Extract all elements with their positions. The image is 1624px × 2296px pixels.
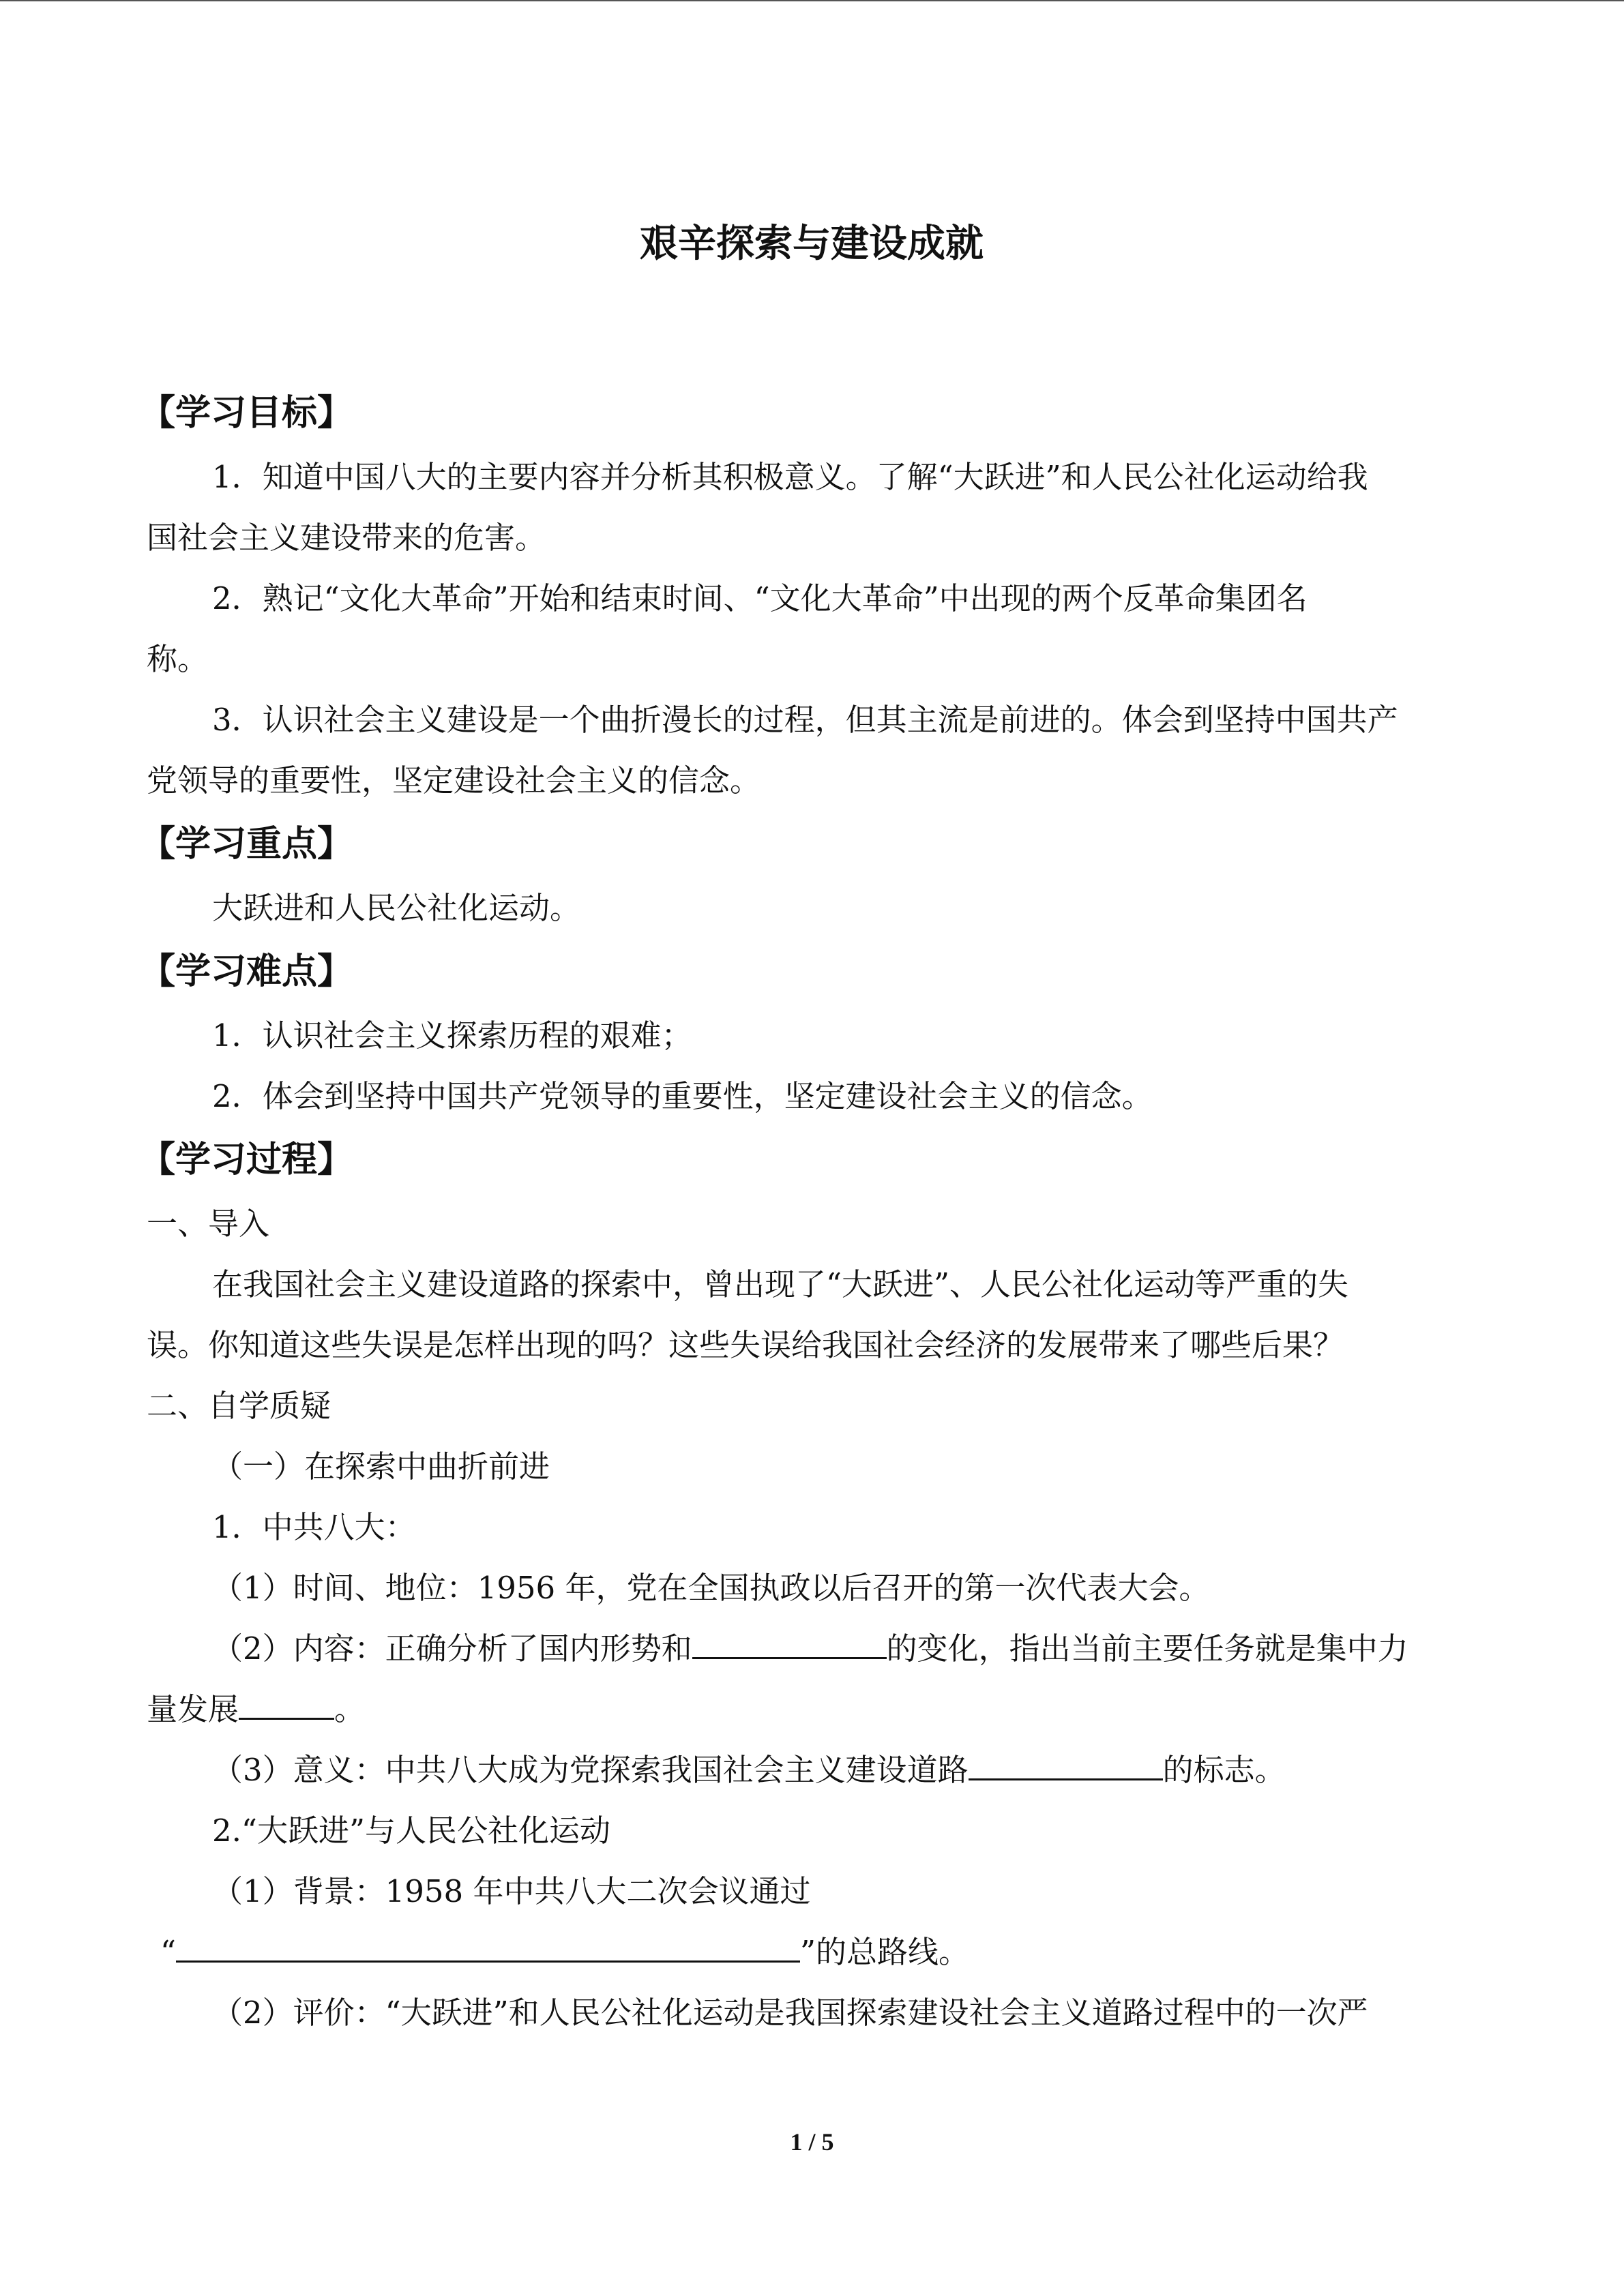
item-1-2-text-a: （2）内容：正确分析了国内形势和 xyxy=(212,1630,692,1667)
heading-process: 【学习过程】 xyxy=(140,1139,353,1180)
item-1-3-text-a: （3）意义：中共八大成为党探索我国社会主义建设道路 xyxy=(212,1752,969,1788)
quote-close-text: ”的总路线。 xyxy=(800,1934,970,1970)
difficulty-2: 2．体会到坚持中国共产党领导的重要性，坚定建设社会主义的信念。 xyxy=(212,1078,1153,1114)
intro-line-2: 误。你知道这些失误是怎样出现的吗？这些失误给我国社会经济的发展带来了哪些后果？ xyxy=(147,1327,1344,1363)
subsection-1: （一）在探索中曲折前进 xyxy=(212,1448,550,1485)
page-title: 艰辛探索与建设成就 xyxy=(640,221,984,266)
fill-blank-4[interactable] xyxy=(176,1929,800,1963)
item-1-2 xyxy=(147,1618,1477,1679)
self-study-title: 二、自学质疑 xyxy=(147,1388,331,1424)
intro-title: 一、导入 xyxy=(147,1206,270,1242)
fill-blank-2[interactable] xyxy=(239,1686,334,1720)
page-number: 1 / 5 xyxy=(790,2128,834,2156)
heading-goals: 【学习目标】 xyxy=(140,393,353,434)
item-1-3 xyxy=(147,1740,1477,1800)
item-1-2-cont xyxy=(147,1679,1477,1740)
item-2-2: （2）评价：“大跃进”和人民公社化运动是我国探索建设社会主义道路过程中的一次严 xyxy=(212,1995,1368,2031)
item-2: 2.“大跃进”与人民公社化运动 xyxy=(212,1813,610,1849)
goal-2-line-2: 称。 xyxy=(147,641,209,677)
item-1-2-text-b: 的变化，指出当前主要任务就是集中力 xyxy=(886,1630,1408,1667)
goal-1-line-1: 1．知道中国八大的主要内容并分析其积极意义。了解“大跃进”和人民公社化运动给我 xyxy=(212,459,1368,495)
item-1-2-text-d: 。 xyxy=(334,1691,366,1727)
difficulty-1: 1．认识社会主义探索历程的艰难； xyxy=(212,1017,692,1054)
fill-blank-1[interactable] xyxy=(692,1626,887,1659)
goal-3-line-2: 党领导的重要性，坚定建设社会主义的信念。 xyxy=(147,762,761,799)
heading-key-points: 【学习重点】 xyxy=(140,824,353,865)
goal-1-line-2: 国社会主义建设带来的危害。 xyxy=(147,520,546,556)
document-body xyxy=(140,380,1477,2043)
goal-2-line-1: 2．熟记“文化大革命”开始和结束时间、“文化大革命”中出现的两个反革命集团名 xyxy=(212,580,1308,616)
item-2-1: （1）背景：1958 年中共八大二次会议通过 xyxy=(212,1873,811,1909)
goal-3-line-1: 3．认识社会主义建设是一个曲折漫长的过程，但其主流是前进的。体会到坚持中国共产 xyxy=(212,702,1398,738)
fill-blank-3[interactable] xyxy=(969,1747,1163,1780)
item-1-2-text-c: 量发展 xyxy=(147,1691,239,1727)
heading-difficulties: 【学习难点】 xyxy=(140,951,353,992)
item-1-3-text-b: 的标志。 xyxy=(1162,1752,1286,1788)
item-1-1: （1）时间、地位：1956 年，党在全国执政以后召开的第一次代表大会。 xyxy=(212,1570,1210,1606)
quote-open: “ xyxy=(160,1934,177,1970)
item-2-1-cont xyxy=(147,1922,1477,1982)
intro-line-1: 在我国社会主义建设道路的探索中，曾出现了“大跃进”、人民公社化运动等严重的失 xyxy=(212,1266,1349,1302)
item-1: 1．中共八大： xyxy=(212,1509,416,1545)
key-points-text: 大跃进和人民公社化运动。 xyxy=(212,890,581,926)
